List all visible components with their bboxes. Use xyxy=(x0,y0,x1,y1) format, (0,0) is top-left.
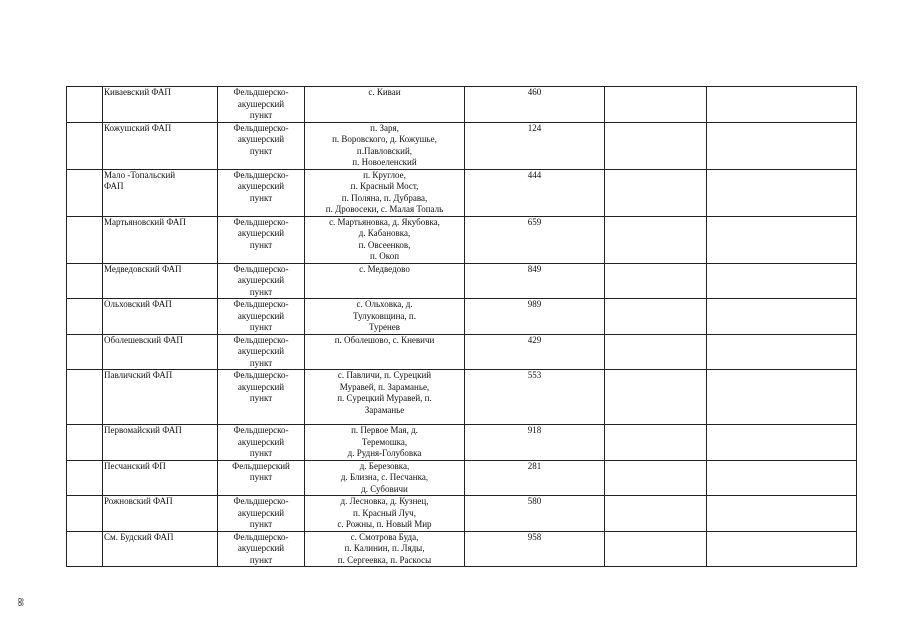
empty-cell xyxy=(707,122,857,169)
facility-name-cell: Песчанский ФП xyxy=(103,460,218,496)
facility-type-cell: Фельдшерско- акушерский пункт xyxy=(218,496,305,532)
facility-type-cell: Фельдшерский пункт xyxy=(218,460,305,496)
facility-name-cell: Оболешевский ФАП xyxy=(103,334,218,370)
population-cell: 989 xyxy=(465,299,605,335)
settlements-cell: п. Круглое, п. Красный Мост, п. Поляна, п. Дубрава, п. Дровосеки, с. Малая Топаль xyxy=(305,169,465,216)
table-row xyxy=(67,460,857,496)
row-index-cell xyxy=(67,216,103,263)
table-row xyxy=(67,216,857,263)
row-index-cell xyxy=(67,334,103,370)
table-row xyxy=(67,531,857,567)
facility-name-cell: Кожушский ФАП xyxy=(103,122,218,169)
row-index-cell xyxy=(67,299,103,335)
facilities-table xyxy=(66,86,857,567)
table-row xyxy=(67,122,857,169)
population-cell: 580 xyxy=(465,496,605,532)
settlements-cell: с. Киваи xyxy=(305,87,465,123)
empty-cell xyxy=(605,370,707,425)
empty-cell xyxy=(605,299,707,335)
empty-cell xyxy=(707,531,857,567)
row-index-cell xyxy=(67,460,103,496)
table-row xyxy=(67,263,857,299)
empty-cell xyxy=(707,299,857,335)
facility-type-cell: Фельдшерско- акушерский пункт xyxy=(218,263,305,299)
table-row xyxy=(67,169,857,216)
population-cell: 460 xyxy=(465,87,605,123)
empty-cell xyxy=(707,496,857,532)
facility-name-cell: Мало -Топальский ФАП xyxy=(103,169,218,216)
empty-cell xyxy=(707,460,857,496)
empty-cell xyxy=(605,263,707,299)
settlements-cell: п. Оболешово, с. Кневичи xyxy=(305,334,465,370)
facility-type-cell: Фельдшерско- акушерский пункт xyxy=(218,169,305,216)
empty-cell xyxy=(605,87,707,123)
empty-cell xyxy=(707,87,857,123)
facility-type-cell: Фельдшерско- акушерский пункт xyxy=(218,299,305,335)
empty-cell xyxy=(707,334,857,370)
population-cell: 958 xyxy=(465,531,605,567)
settlements-cell: д. Лесновка, д. Кузнец, п. Красный Луч, с. Рожны, п. Новый Мир xyxy=(305,496,465,532)
settlements-cell: д. Березовка, д. Близна, с. Песчанка, д. Субовичи xyxy=(305,460,465,496)
settlements-cell: с. Павличи, п. Сурецкий Муравей, п. Зараманье, п. Сурецкий Муравей, п. Зараманье xyxy=(305,370,465,425)
empty-cell xyxy=(707,169,857,216)
settlements-cell: п. Заря, п. Воровского, д. Кожушье, п.Павловский, п. Новоеленский xyxy=(305,122,465,169)
facility-name-cell: Рожновский ФАП xyxy=(103,496,218,532)
table-row xyxy=(67,334,857,370)
facility-type-cell: Фельдшерско- акушерский пункт xyxy=(218,370,305,425)
row-index-cell xyxy=(67,496,103,532)
facility-name-cell: Первомайский ФАП xyxy=(103,425,218,461)
empty-cell xyxy=(707,263,857,299)
empty-cell xyxy=(605,425,707,461)
row-index-cell xyxy=(67,87,103,123)
population-cell: 918 xyxy=(465,425,605,461)
row-index-cell xyxy=(67,370,103,425)
row-index-cell xyxy=(67,169,103,216)
population-cell: 444 xyxy=(465,169,605,216)
facility-type-cell: Фельдшерско- акушерский пункт xyxy=(218,425,305,461)
facility-name-cell: Киваевский ФАП xyxy=(103,87,218,123)
facility-type-cell: Фельдшерско- акушерский пункт xyxy=(218,334,305,370)
empty-cell xyxy=(605,531,707,567)
empty-cell xyxy=(707,216,857,263)
table-row xyxy=(67,87,857,123)
table-row xyxy=(67,496,857,532)
facility-name-cell: Ольховский ФАП xyxy=(103,299,218,335)
population-cell: 659 xyxy=(465,216,605,263)
empty-cell xyxy=(605,334,707,370)
facility-type-cell: Фельдшерско- акушерский пункт xyxy=(218,531,305,567)
empty-cell xyxy=(605,496,707,532)
empty-cell xyxy=(605,169,707,216)
population-cell: 849 xyxy=(465,263,605,299)
table-row xyxy=(67,299,857,335)
settlements-cell: с. Ольховка, д. Тулуковщина, п. Туренев xyxy=(305,299,465,335)
settlements-cell: п. Первое Мая, д. Теремошка, д. Рудня-Голубовка xyxy=(305,425,465,461)
facility-type-cell: Фельдшерско- акушерский пункт xyxy=(218,122,305,169)
table-row xyxy=(67,425,857,461)
settlements-cell: с. Медведово xyxy=(305,263,465,299)
facility-name-cell: Павличский ФАП xyxy=(103,370,218,425)
empty-cell xyxy=(605,122,707,169)
empty-cell xyxy=(707,370,857,425)
population-cell: 429 xyxy=(465,334,605,370)
empty-cell xyxy=(707,425,857,461)
row-index-cell xyxy=(67,263,103,299)
page-number: 88 xyxy=(16,598,25,606)
population-cell: 553 xyxy=(465,370,605,425)
population-cell: 281 xyxy=(465,460,605,496)
row-index-cell xyxy=(67,531,103,567)
facility-type-cell: Фельдшерско- акушерский пункт xyxy=(218,216,305,263)
empty-cell xyxy=(605,460,707,496)
facility-name-cell: Мартьяновский ФАП xyxy=(103,216,218,263)
table-row xyxy=(67,370,857,425)
population-cell: 124 xyxy=(465,122,605,169)
empty-cell xyxy=(605,216,707,263)
facility-name-cell: См. Будский ФАП xyxy=(103,531,218,567)
row-index-cell xyxy=(67,122,103,169)
settlements-cell: с. Смотрова Буда, п. Калинин, п. Ляды, п. Сергеевка, п. Раскосы xyxy=(305,531,465,567)
settlements-cell: с. Мартьяновка, д. Якубовка, д. Кабановка, п. Овсеенков, п. Окоп xyxy=(305,216,465,263)
facility-name-cell: Медведовский ФАП xyxy=(103,263,218,299)
row-index-cell xyxy=(67,425,103,461)
facility-type-cell: Фельдшерско- акушерский пункт xyxy=(218,87,305,123)
table-body xyxy=(67,87,857,567)
